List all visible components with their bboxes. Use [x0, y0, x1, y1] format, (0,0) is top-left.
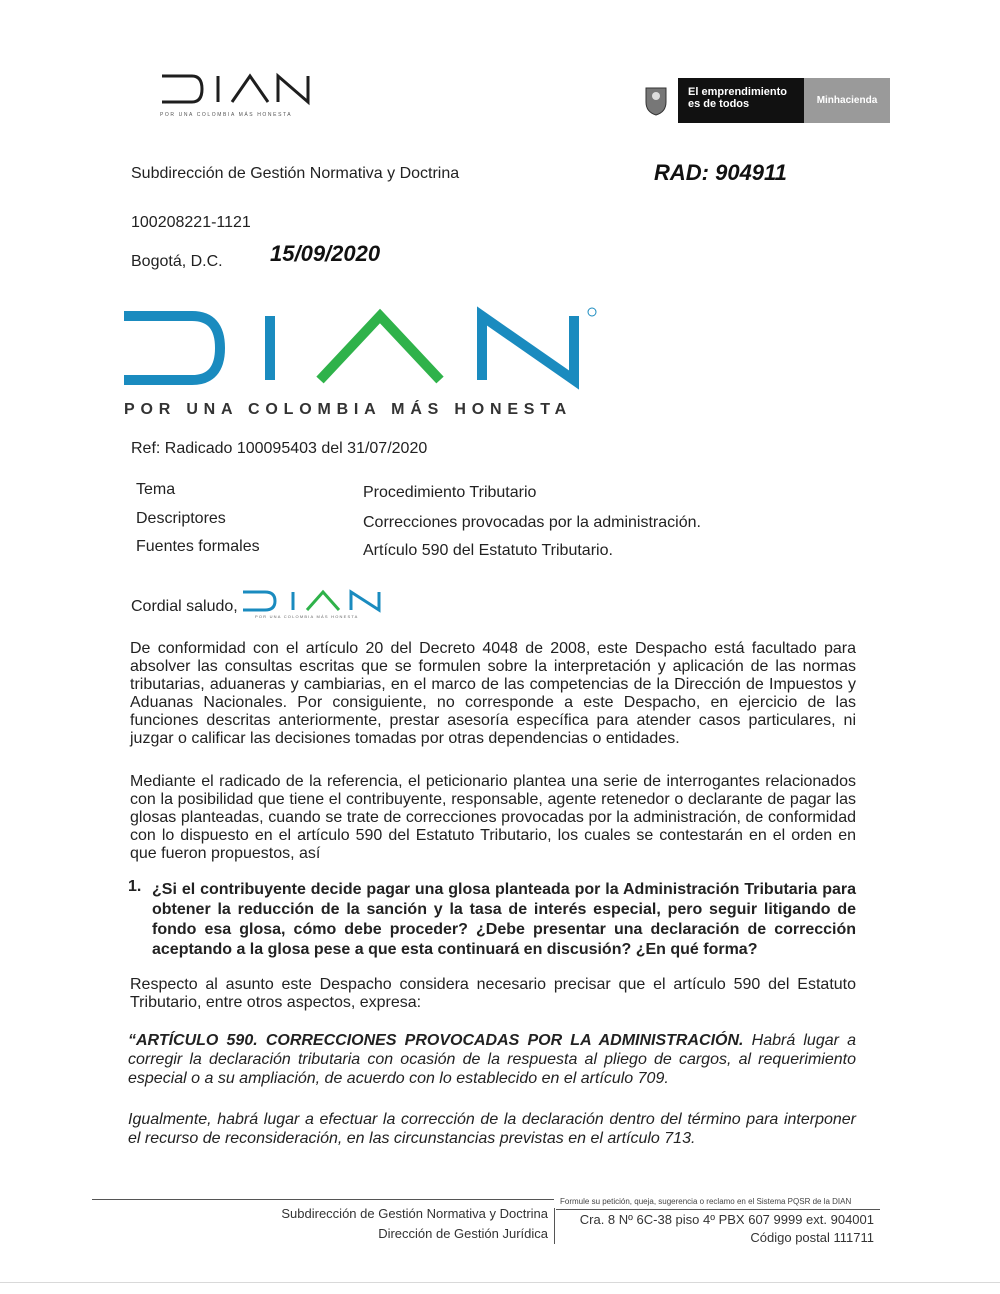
- pqsr-note: Formule su petición, queja, sugerencia o reclamo en el Sistema PQSR de la DIAN: [560, 1197, 852, 1206]
- gov-slogan-line2: es de todos: [688, 98, 750, 110]
- table-label-tema: Tema: [136, 481, 176, 498]
- table-value-fuentes: Artículo 590 del Estatuto Tributario.: [363, 542, 613, 559]
- letter-date: 15/09/2020: [270, 241, 381, 266]
- large-logo-tagline: POR UNA COLOMBIA MÁS HONESTA: [124, 401, 573, 418]
- rad-number: RAD: 904911: [654, 160, 787, 185]
- question-number: 1.: [128, 878, 142, 895]
- table-value-tema: Procedimiento Tributario: [363, 484, 537, 501]
- gov-slogan: [688, 86, 787, 110]
- gov-slogan-line1: El emprendimiento: [688, 86, 788, 98]
- dian-logo-header: [160, 72, 320, 120]
- logo-tagline: POR UNA COLOMBIA MÁS HONESTA: [160, 112, 293, 118]
- reference-number: 100208221-1121: [131, 214, 251, 231]
- paragraph-competence: De conformidad con el artículo 20 del Decreto 4048 de 2008, este Despacho está facultado para absolver las consultas escritas que se formulen sobre la interpretación y aplicación de las normas tributarias, aduaneras y cambiarias, en el marco de las competencias de la Dirección de Impuestos y Aduanas Nacionales. Por consiguiente, no corresponde a este Despacho, en ejercicio de las funciones descritas anteriormente, prestar asesoría específica para atender casos particulares, ni juzgar o calificar las decisiones tomadas por otras dependencias o entidades.: [130, 640, 856, 747]
- footer-divider: [92, 1199, 554, 1200]
- paragraph-request: Mediante el radicado de la referencia, el peticionario plantea una serie de interrogantes relacionados con la posibilidad que tiene el contribuyente, responsable, agente retenedor o declarante de pagar las glosas planteadas, cuando se trate de correcciones provocadas por la administración, de conformidad con lo dispuesto en el artículo 590 del Estatuto Tributario, los cuales se contestarán en el orden en que fueron propuestos, así: [130, 773, 856, 862]
- quote-article-590: [128, 1031, 856, 1088]
- reference-line: Ref: Radicado 100095403 del 31/07/2020: [131, 440, 428, 457]
- table-label-fuentes: Fuentes formales: [136, 538, 260, 555]
- colombia-shield-icon: [643, 84, 669, 116]
- table-label-descriptores: Descriptores: [136, 510, 226, 527]
- paragraph-article: Respecto al asunto este Despacho considera necesario precisar que el artículo 590 del Estatuto Tributario, entre otros aspectos, expresa:: [130, 976, 856, 1011]
- footer-office-line2: Dirección de Gestión Jurídica: [378, 1226, 548, 1241]
- dian-wordmark-icon: [160, 72, 320, 106]
- quote-title: “ARTÍCULO 590. CORRECCIONES PROVOCADAS POR LA ADMINISTRACIÓN.: [128, 1032, 744, 1049]
- government-banner: [678, 78, 890, 123]
- city: Bogotá, D.C.: [131, 253, 223, 270]
- footer-postal: Código postal 111711: [750, 1230, 874, 1245]
- footer-vertical-divider: [554, 1208, 555, 1244]
- quote-body: Habrá lugar a corregir la declaración tributaria con ocasión de la respuesta al pliego de cargos, al requerimiento especial o a su ampliación, de acuerdo con lo establecido en el artículo 709.: [128, 1032, 857, 1087]
- dian-small-wordmark-icon: [241, 588, 383, 614]
- office-name: Subdirección de Gestión Normativa y Doctrina: [131, 165, 460, 182]
- dian-logo-small: [241, 588, 383, 622]
- table-value-descriptores: Correcciones provocadas por la administración.: [363, 514, 701, 531]
- footer-address: Cra. 8 Nº 6C-38 piso 4º PBX 607 9999 ext. 904001: [579, 1212, 874, 1227]
- footer-divider-right: [556, 1209, 880, 1210]
- question-text: ¿Si el contribuyente decide pagar una glosa planteada por la Administración Tributaria para obtener la reducción de la sanción y la tasa de interés especial, pero seguir litigando de fondo esa glosa, cómo debe proceder? ¿Debe presentar una declaración de corrección aceptando a la glosa pese a que esta continuará en discusión? ¿En qué forma?: [152, 881, 856, 958]
- small-logo-tagline: POR UNA COLOMBIA MÁS HONESTA: [255, 614, 359, 619]
- ministry-label: Minhacienda: [804, 78, 890, 123]
- quote-reconsideration: Igualmente, habrá lugar a efectuar la corrección de la declaración dentro del término para interponer el recurso de reconsideración, en las circunstancias previstas en el artículo 713.: [128, 1111, 856, 1147]
- footer-office-line1: Subdirección de Gestión Normativa y Doctrina: [281, 1206, 548, 1221]
- greeting: Cordial saludo,: [131, 598, 238, 615]
- page-edge: [0, 1282, 1000, 1283]
- dian-large-wordmark-icon: [122, 304, 602, 394]
